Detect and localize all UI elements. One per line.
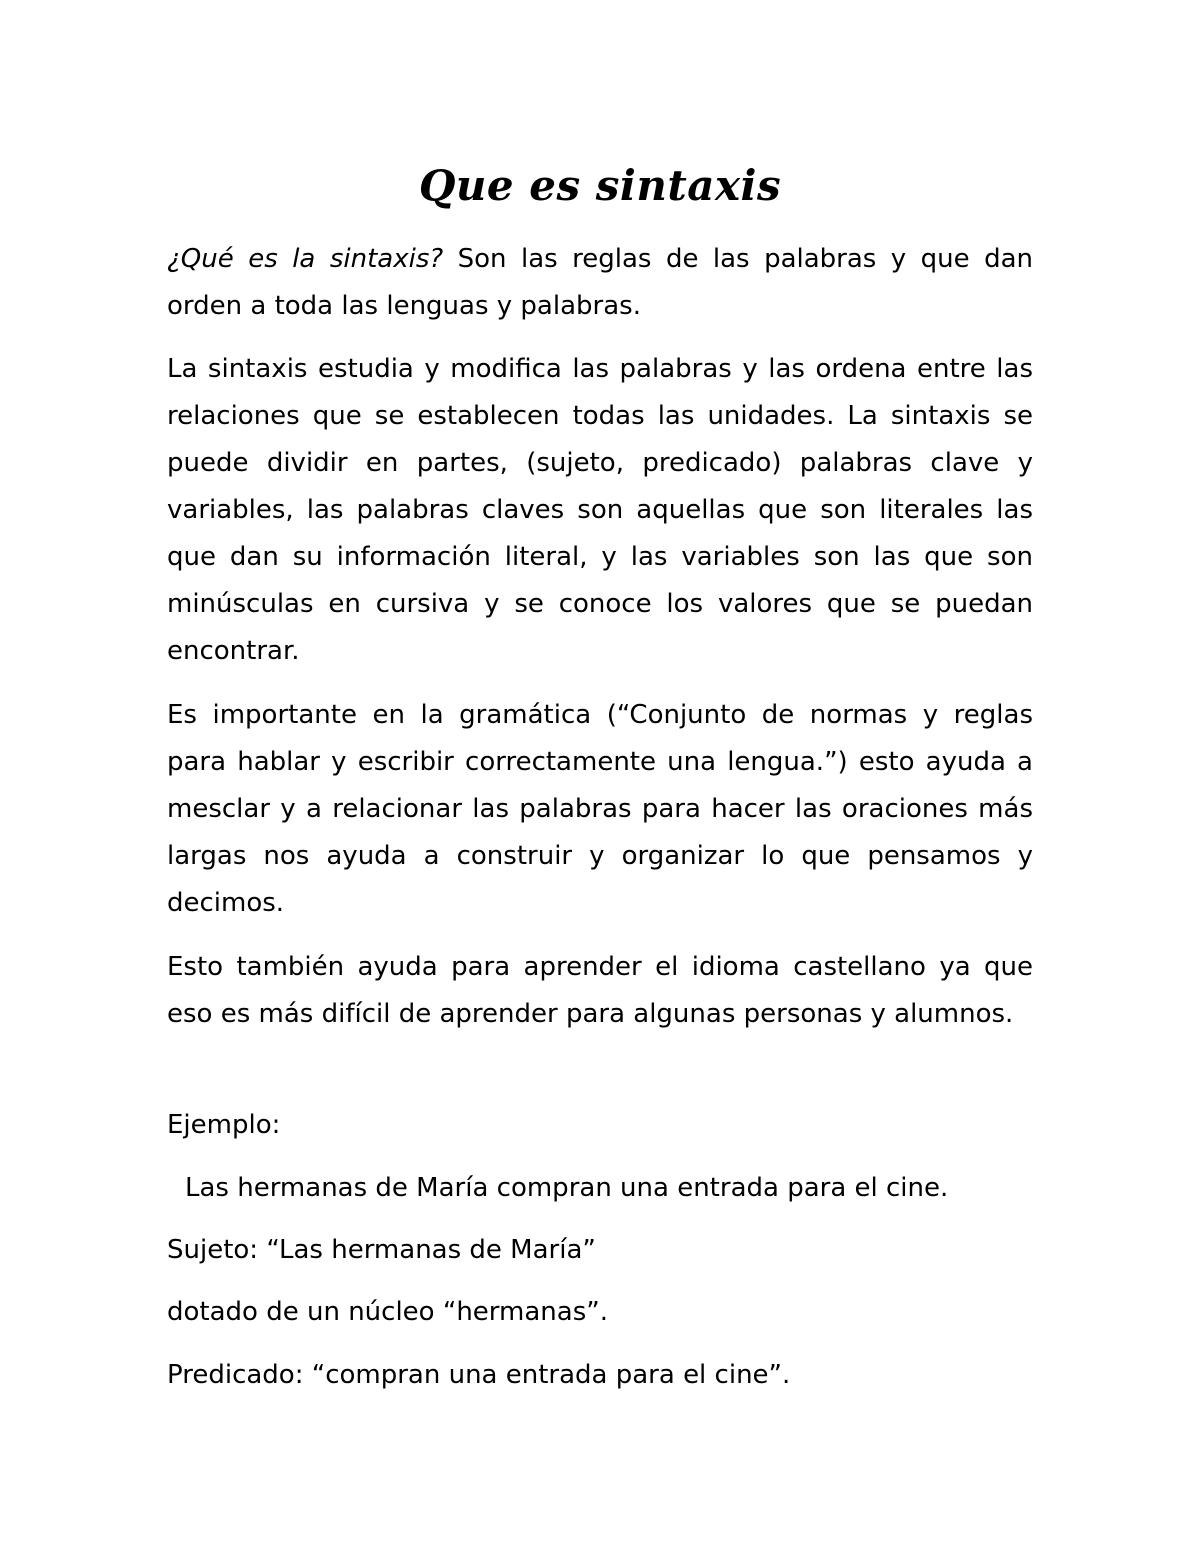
intro-question: ¿Qué es la sintaxis? [167, 244, 444, 274]
syntax-definition-paragraph: La sintaxis estudia y modifica las palabras y las ordena entre las relaciones que se establecen todas las unidades. La sintaxis se puede dividir en partes, (sujeto, predicado) palabras clave y variables, las palabras claves son aquellas que son literales las que dan su información literal, y las variables son las que son minúsculas en cursiva y se conoce los valores que se puedan encontrar. [167, 354, 1033, 666]
grammar-importance-paragraph: Es importante en la gramática (“Conjunto de normas y reglas para hablar y escribir correctamente una lengua.”) esto ayuda a mesclar y a relacionar las palabras para hacer las oraciones más largas nos ayuda a construir y organizar lo que pensamos y decimos. [167, 700, 1033, 918]
intro-paragraph [167, 236, 1033, 330]
example-sentence: Las hermanas de María compran una entrada para el cine. [185, 1173, 949, 1203]
page-title: Que es sintaxis [418, 161, 782, 210]
castellano-learning-paragraph: Esto también ayuda para aprender el idioma castellano ya que eso es más difícil de aprender para algunas personas y alumnos. [167, 952, 1033, 1029]
subject-line: Sujeto: “Las hermanas de María” [167, 1235, 596, 1265]
nucleus-line: dotado de un núcleo “hermanas”. [167, 1297, 608, 1327]
example-label: Ejemplo: [167, 1110, 281, 1140]
predicate-line: Predicado: “compran una entrada para el cine”. [167, 1360, 791, 1390]
intro-answer: Son las reglas de las palabras y que dan orden a toda las lenguas y palabras. [167, 244, 1034, 321]
